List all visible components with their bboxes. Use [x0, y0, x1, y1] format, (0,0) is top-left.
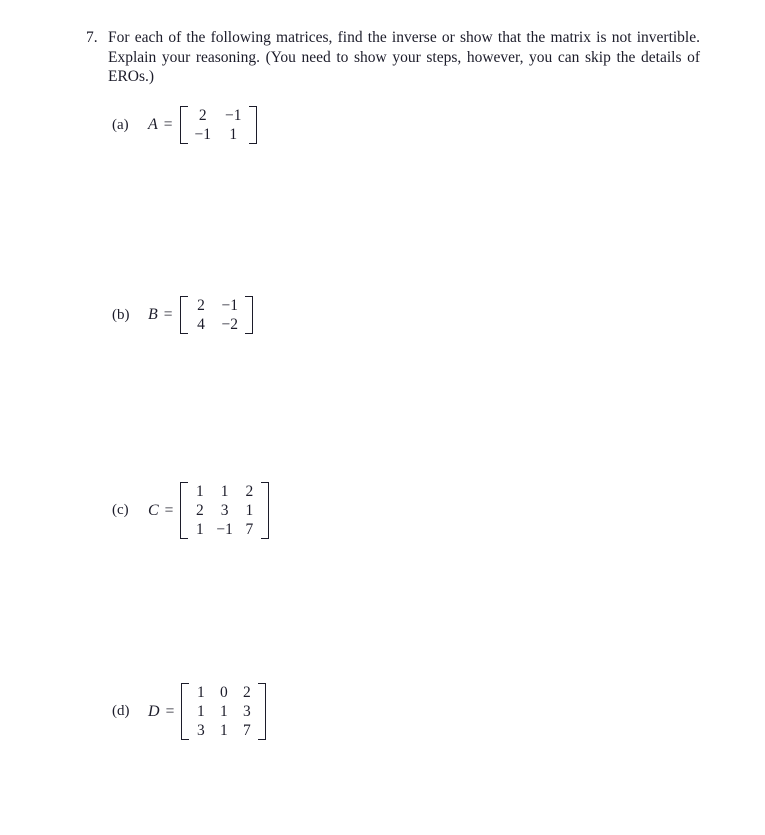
matrix-row	[188, 106, 249, 125]
matrix-cell: 1	[196, 521, 204, 538]
equals-sign-c: =	[164, 501, 174, 519]
bracket-right-icon	[245, 296, 253, 334]
matrix-row	[189, 702, 258, 721]
problem-text: For each of the following matrices, find the inverse or show that the matrix is not invertible. Explain your reasoning. (You need to show your steps, however, you can skip the details of EROs.)	[108, 29, 700, 85]
matrix-row	[188, 482, 261, 501]
matrix-cell: −1	[194, 126, 212, 143]
bracket-left-icon	[180, 106, 188, 144]
bracket-left-icon	[180, 482, 188, 539]
part-label-a: (a)	[112, 116, 129, 133]
matrix-d-grid	[189, 683, 258, 740]
matrix-cell: 1	[245, 502, 254, 519]
problem-part-a	[112, 106, 257, 144]
matrix-cell: 1	[196, 703, 205, 720]
problem-part-d	[112, 683, 266, 740]
matrix-cell: −1	[216, 521, 233, 538]
bracket-right-icon	[258, 683, 266, 740]
matrix-cell: 0	[219, 684, 228, 701]
part-label-c: (c)	[112, 502, 129, 518]
matrix-cell: 1	[220, 483, 229, 500]
matrix-b	[180, 296, 254, 334]
matrix-name-c: C	[148, 501, 159, 519]
matrix-row	[188, 520, 261, 539]
matrix-cell: 7	[245, 521, 254, 538]
bracket-right-icon	[261, 482, 269, 539]
matrix-d	[181, 683, 266, 740]
problem-part-b	[112, 296, 253, 334]
matrix-cell: 2	[197, 297, 205, 314]
matrix-name-a: A	[148, 116, 158, 133]
matrix-cell: −1	[221, 297, 239, 314]
matrix-row	[188, 296, 246, 315]
matrix-cell: 1	[196, 684, 205, 701]
matrix-cell: 2	[196, 502, 204, 519]
matrix-cell: 3	[242, 703, 251, 720]
matrix-name-b: B	[148, 306, 158, 323]
bracket-left-icon	[180, 296, 188, 334]
matrix-cell: 1	[229, 126, 238, 143]
matrix-cell: 2	[242, 684, 251, 701]
matrix-cell: −1	[225, 107, 242, 124]
matrix-cell: 4	[197, 316, 205, 333]
part-label-b: (b)	[112, 306, 130, 323]
matrix-c	[180, 482, 269, 539]
matrix-cell: 2	[245, 483, 254, 500]
matrix-row	[188, 315, 246, 334]
matrix-row	[188, 501, 261, 520]
matrix-b-grid	[188, 296, 246, 334]
bracket-left-icon	[181, 683, 189, 740]
problem-number: 7.	[86, 29, 98, 46]
matrix-cell: 3	[196, 722, 205, 739]
equals-sign-a: =	[163, 116, 173, 133]
bracket-right-icon	[249, 106, 257, 144]
matrix-cell: 3	[220, 502, 229, 519]
matrix-cell: 1	[219, 722, 228, 739]
matrix-cell: 2	[198, 107, 207, 124]
matrix-a	[180, 106, 257, 144]
part-label-d: (d)	[112, 703, 130, 719]
matrix-a-grid	[188, 106, 249, 144]
equals-sign-d: =	[165, 702, 175, 720]
matrix-row	[189, 721, 258, 740]
matrix-cell: 1	[196, 483, 204, 500]
equals-sign-b: =	[163, 306, 173, 323]
problem-statement	[86, 28, 700, 87]
matrix-cell: 1	[219, 703, 228, 720]
matrix-row	[188, 125, 249, 144]
problem-part-c	[112, 482, 269, 539]
matrix-c-grid	[188, 482, 261, 539]
matrix-cell: −2	[221, 316, 239, 333]
matrix-name-d: D	[148, 702, 160, 720]
matrix-row	[189, 683, 258, 702]
matrix-cell: 7	[242, 722, 251, 739]
